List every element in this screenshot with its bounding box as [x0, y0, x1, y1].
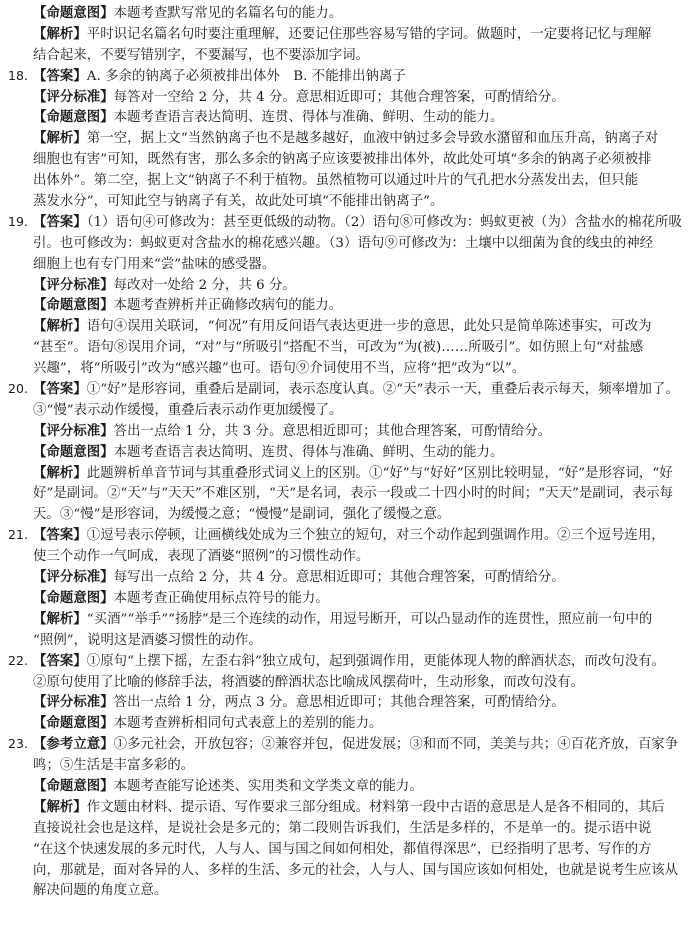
line-text: 鸣；⑤生活是丰富多彩的。 [33, 758, 195, 774]
text-line [8, 880, 682, 901]
section-tag: 【命题意图】 [33, 715, 114, 732]
line-text: 语句④误用关联词，“何况”有用反问语气表达更进一步的意思，此处只是简单陈述事实，可改为 [86, 319, 652, 335]
text-line [8, 191, 682, 212]
text-line [8, 546, 682, 567]
section-tag: 【评分标准】 [33, 694, 114, 711]
text-line [8, 24, 682, 45]
line-text: 直接说社会也是这样，是说社会是多元的；第二段则告诉我们，生活是多样的，不是单一的。提示语中说 [33, 820, 652, 836]
line-text: 本题考查默写常见的名篇名句的能力。 [113, 6, 343, 21]
line-text: 向，那就是，面对各异的人、多样的生活、多元的社会，人与人、国与国应该如何相处，也就是说考生应该从 [33, 862, 679, 878]
text-line [8, 776, 682, 797]
line-text: 平时识记名篇名句时要注重理解，还要记住那些容易写错的字词。做题时，一定要将记忆与理解 [86, 26, 652, 42]
text-line [8, 87, 682, 108]
section-tag: 【解析】 [33, 25, 87, 42]
section-tag: 【命题意图】 [33, 297, 114, 314]
text-line [8, 713, 682, 734]
line-text: 解决问题的角度立意。 [33, 883, 168, 899]
question-number: 19. [8, 213, 29, 229]
line-text: 此题辨析单音节词与其重叠形式词义上的区别。①“好”与“好好”区别比较明显，“好”是形容词，“好 [86, 465, 673, 481]
line-text: “甚至”。语句⑧误用介词，“对”与“所吸引”搭配不当，可改为“为(被)……所吸引”。如仿照上句“对盐感 [33, 340, 644, 356]
section-tag: 【评分标准】 [33, 276, 114, 293]
question-number: 23. [8, 736, 29, 752]
section-tag: 【答案】 [33, 213, 87, 230]
section-tag: 【解析】 [33, 798, 87, 815]
text-line [8, 212, 682, 233]
text-line [8, 295, 682, 316]
line-text: ①原句“上摆下摇，左歪右斜”独立成句，起到强调作用，更能体现人物的醉酒状态，而改句没有。 [86, 653, 666, 669]
text-line [8, 379, 682, 400]
section-tag: 【答案】 [33, 652, 87, 669]
text-line [8, 421, 682, 442]
text-line [8, 860, 682, 881]
line-text: 好”是副词。②“天”与“天天”不难区别，“天”是名词，表示一段或二十四小时的时间；“天天”是副词，表示每 [33, 486, 674, 502]
line-text: ①“好”是形容词，重叠后是副词，表示态度认真。②“天”表示一天，重叠后表示每天，频率增加了。 [86, 382, 679, 398]
section-tag: 【评分标准】 [33, 569, 114, 586]
text-line [8, 504, 682, 525]
text-line [8, 588, 682, 609]
text-line [8, 254, 682, 275]
text-line [8, 275, 682, 296]
text-line [8, 630, 682, 651]
section-tag: 【命题意图】 [33, 777, 114, 794]
line-text: 本题考查辨析并正确修改病句的能力。 [113, 298, 343, 314]
question-number: 22. [8, 652, 29, 668]
section-tag: 【解析】 [33, 318, 87, 335]
text-line [8, 400, 682, 421]
section-tag: 【评分标准】 [33, 422, 114, 439]
section-tag: 【命题意图】 [33, 589, 114, 606]
line-text: 本题考查正确使用标点符号的能力。 [113, 590, 329, 606]
line-text: ①多元社会，开放包容；②兼容并包，促进发展；③和而不同，美美与共；④百花齐放，百家争 [113, 737, 679, 753]
line-text: “照例”，说明这是酒婆习惯性的动作。 [33, 632, 262, 648]
line-text: “买酒”“举手”“扬脖”是三个连续的动作，用逗号断开，可以凸显动作的连贯性，照应前一句中的 [86, 611, 653, 627]
text-line [8, 797, 682, 818]
line-text: 答出一点给 1 分，两点 3 分。意思相近即可；其他合理答案，可酌情给分。 [113, 695, 565, 711]
section-tag: 【命题意图】 [33, 109, 114, 126]
line-text: 第一空，据上文“当然钠离子也不是越多越好，血液中钠过多会导致水潴留和血压升高，钠离子对 [86, 131, 659, 147]
section-tag: 【答案】 [33, 381, 87, 398]
section-tag: 【命题意图】 [33, 443, 114, 460]
line-text: 蒸发水分”，可知此空与钠离子有关，故此处可填“不能排出钠离子”。 [33, 194, 444, 210]
line-text: 出体外”。第二空，据上文“钠离子不利于植物。虽然植物可以通过叶片的气孔把水分蒸发出去，但只能 [33, 173, 639, 189]
line-text: 引。也可修改为：蚂蚁更对含盐水的棉花感兴趣。（3）语句⑨可修改为：土壤中以细菌为食的线虫的神经 [33, 235, 654, 251]
section-tag: 【解析】 [33, 610, 87, 627]
line-text: ①逗号表示停顿，让画横线处成为三个独立的短句，对三个动作起到强调作用。②三个逗号连用， [86, 528, 665, 544]
text-line [8, 442, 682, 463]
line-text: 使三个动作一气呵成，表现了酒婆“照例”的习惯性动作。 [33, 549, 370, 565]
text-line [8, 463, 682, 484]
line-text: 每写出一点给 2 分，共 4 分。意思相近即可；其他合理答案，可酌情给分。 [113, 570, 565, 586]
text-line [8, 316, 682, 337]
question-number: 18. [8, 67, 29, 83]
text-line [8, 358, 682, 379]
line-text: 本题考查能写论述类、实用类和文学类文章的能力。 [113, 778, 423, 794]
line-text: “在这个快速发展的多元时代，人与人、国与国之间如何相处，都值得深思”，已经指明了思考、写作的方 [33, 841, 652, 857]
line-text: ②原句使用了比喻的修辞手法，将酒婆的醉酒状态比喻成风摆荷叶，生动形象，而改句没有。 [33, 674, 585, 690]
section-tag: 【解析】 [33, 130, 87, 147]
text-line [8, 734, 682, 755]
text-line [8, 755, 682, 776]
line-text: 兴趣”，将“所吸引”改为“感兴趣”也可。语句⑨介词使用不当，应将“把”改为“以”。 [33, 361, 526, 377]
text-line [8, 149, 682, 170]
line-text: 细胞也有害”可知，既然有害，那么多余的钠离子应该要被排出体外，故此处可填“多余的钠离子必须被排 [33, 152, 652, 168]
text-line [8, 233, 682, 254]
line-text: 本题考查语言表达简明、连贯、得体与准确、鲜明、生动的能力。 [113, 110, 504, 126]
text-line [8, 651, 682, 672]
section-tag: 【参考立意】 [33, 736, 114, 753]
section-tag: 【答案】 [33, 67, 87, 84]
text-line [8, 567, 682, 588]
text-line [8, 337, 682, 358]
text-line [8, 66, 682, 87]
line-text: 作文题由材料、提示语、写作要求三部分组成。材料第一段中古语的意思是人是各不相同的，其后 [86, 799, 665, 815]
text-line [8, 672, 682, 693]
text-line [8, 107, 682, 128]
text-line [8, 525, 682, 546]
text-line [8, 45, 682, 66]
line-text: 答出一点给 1 分，共 3 分。意思相近即可；其他合理答案，可酌情给分。 [113, 423, 552, 439]
line-text: A. 多余的钠离子必须被排出体外 B. 不能排出钠离子 [86, 68, 406, 84]
text-line [8, 692, 682, 713]
text-line [8, 839, 682, 860]
text-line [8, 128, 682, 149]
section-tag: 【命题意图】 [33, 5, 114, 21]
line-text: （1）语句④可修改为：甚至更低级的动物。（2）语句⑧可修改为：蚂蚁更被（为）含盐水的棉花所吸 [86, 214, 682, 230]
question-number: 20. [8, 381, 29, 397]
section-tag: 【解析】 [33, 464, 87, 481]
line-text: 天。③“慢”是形容词，为缓慢之意；“慢慢”是副词，强化了缓慢之意。 [33, 507, 451, 523]
line-text: ③“慢”表示动作缓慢，重叠后表示动作更加缓慢了。 [33, 402, 343, 418]
line-text: 细胞上也有专门用来“尝”盐味的感受器。 [33, 256, 276, 272]
line-text: 结合起来，不要写错别字，不要漏写，也不要添加字词。 [33, 47, 370, 63]
text-line [8, 609, 682, 630]
text-line [8, 818, 682, 839]
text-line [8, 170, 682, 191]
section-tag: 【评分标准】 [33, 88, 114, 105]
line-text: 本题考查语言表达简明、连贯、得体与准确、鲜明、生动的能力。 [113, 444, 504, 460]
text-line [8, 483, 682, 504]
line-text: 每改对一处给 2 分，共 6 分。 [113, 277, 296, 293]
line-text: 每答对一空给 2 分，共 4 分。意思相近即可；其他合理答案，可酌情给分。 [113, 89, 565, 105]
line-text: 本题考查辨析相同句式表意上的差别的能力。 [113, 716, 383, 732]
question-number: 21. [8, 527, 29, 543]
section-tag: 【答案】 [33, 527, 87, 544]
text-line [8, 3, 682, 24]
